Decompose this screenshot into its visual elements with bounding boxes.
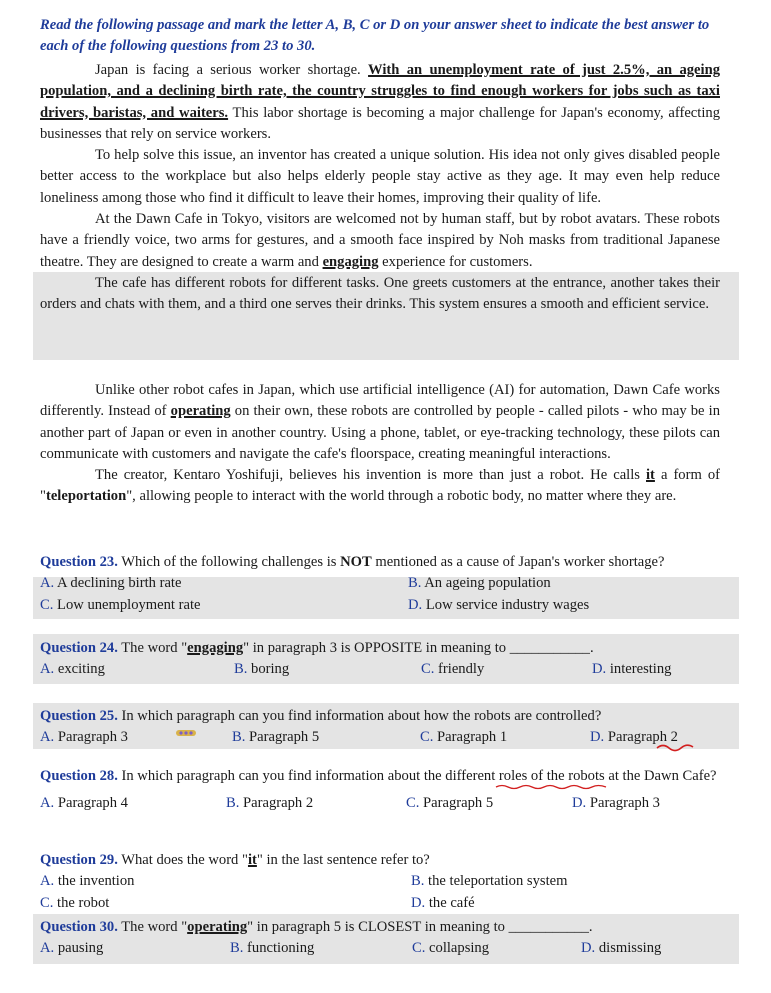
option-d[interactable]: D. Paragraph 3 bbox=[572, 795, 660, 812]
option-a[interactable]: A. the invention bbox=[40, 873, 135, 890]
option-a[interactable]: A. Paragraph 4 bbox=[40, 795, 128, 812]
red-pen-mark bbox=[655, 742, 695, 752]
word-engaging: engaging bbox=[322, 253, 379, 270]
option-c[interactable]: C. friendly bbox=[421, 661, 485, 678]
option-a[interactable]: A. Paragraph 3 bbox=[40, 729, 128, 746]
option-b[interactable]: B. An ageing population bbox=[408, 575, 551, 592]
option-c[interactable]: C. Low unemployment rate bbox=[40, 596, 201, 613]
option-b[interactable]: B. the teleportation system bbox=[411, 873, 568, 890]
question-24: Question 24. The word "engaging" in paragraph 3 is OPPOSITE in meaning to ___________. A. exciting B. boring C. friendly D. interesting bbox=[40, 638, 720, 681]
option-d[interactable]: D. dismissing bbox=[581, 940, 662, 957]
option-a[interactable]: A. A declining birth rate bbox=[40, 575, 182, 592]
option-c[interactable]: C. the robot bbox=[40, 894, 110, 911]
option-b[interactable]: B. Paragraph 2 bbox=[226, 795, 314, 812]
question-23: Question 23. Which of the following challenges is NOT mentioned as a cause of Japan's worker shortage? A. A declining birth rate B. An ageing population C. Low unemployment rate D. Low service industry wages bbox=[40, 552, 720, 616]
question-29: Question 29. What does the word "it" in the last sentence refer to? A. the invention B. the teleportation system C. the robot D. the café bbox=[40, 850, 720, 914]
reading-passage-top bbox=[40, 60, 720, 316]
highlighter-mark-icon bbox=[175, 724, 197, 745]
option-c[interactable]: C. Paragraph 5 bbox=[406, 795, 494, 812]
option-d[interactable]: D. Low service industry wages bbox=[408, 596, 590, 613]
question-28: Question 28. In which paragraph can you find information about the different roles of the robots at the Dawn Cafe? A. Paragraph 4 B. Paragraph 2 C. Paragraph 5 D. Paragraph 3 bbox=[40, 766, 720, 815]
paragraph-5: Unlike other robot cafes in Japan, which use artificial intelligence (AI) for automation, Dawn Cafe works differently. Instead of operating on their own, these robots are controlled by people - called pilots - who may be in another part of Japan or even in another country. Using a phone, tablet, or eye-tracking technology, these pilots can communicate with customers and navigate the cafe's floorspace, creating meaningful interactions. bbox=[40, 382, 720, 462]
reading-passage-bottom bbox=[40, 380, 720, 508]
red-pen-underline bbox=[495, 783, 607, 791]
option-d[interactable]: D. Paragraph 2 bbox=[590, 729, 678, 746]
option-a[interactable]: A. exciting bbox=[40, 661, 105, 678]
underlined-sentence: With an unemployment rate of just 2.5%, an ageing population, and a declining birth rate, the country struggles to find enough workers for jobs such as taxi drivers, baristas, and waiters. bbox=[40, 62, 720, 121]
option-b[interactable]: B. boring bbox=[234, 661, 290, 678]
option-d[interactable]: D. the café bbox=[411, 894, 475, 911]
paragraph-1: Japan is facing a serious worker shortage. With an unemployment rate of just 2.5%, an ageing population, and a declining birth rate, the country struggles to find enough workers for jobs such as taxi drivers, baristas, and waiters. This labor shortage is becoming a major challenge for Japan's economy, affecting businesses that rely on service workers. bbox=[40, 62, 720, 142]
paragraph-6: The creator, Kentaro Yoshifuji, believes his invention is more than just a robot. He calls it a form of "teleportation", allowing people to interact with the world through a robotic body, no matter where they are. bbox=[40, 467, 720, 505]
question-30: Question 30. The word "operating" in paragraph 5 is CLOSEST in meaning to ___________. A. pausing B. functioning C. collapsing D. dismissing bbox=[40, 917, 720, 960]
option-b[interactable]: B. functioning bbox=[230, 940, 315, 957]
instructions: Read the following passage and mark the letter A, B, C or D on your answer sheet to indicate the best answer to each of the following questions from 23 to 30. bbox=[40, 17, 710, 55]
option-b[interactable]: B. Paragraph 5 bbox=[232, 729, 320, 746]
option-c[interactable]: C. collapsing bbox=[412, 940, 490, 957]
word-operating: operating bbox=[170, 403, 231, 420]
option-a[interactable]: A. pausing bbox=[40, 940, 104, 957]
word-it: it bbox=[646, 467, 655, 484]
question-25: Question 25. In which paragraph can you find information about how the robots are controlled? A. Paragraph 3 B. Paragraph 5 C. Paragraph 1 D. Paragraph 2 bbox=[40, 706, 720, 749]
paragraph-3: At the Dawn Cafe in Tokyo, visitors are welcomed not by human staff, but by robot avatars. These robots have a friendly voice, two arms for gestures, and a smooth face inspired by Noh masks from traditional Japanese theatre. They are designed to create a warm and engaging experience for customers. bbox=[40, 211, 720, 270]
option-d[interactable]: D. interesting bbox=[592, 661, 672, 678]
red-underlined-phrase: different roles of bbox=[445, 768, 544, 784]
paragraph-4: The cafe has different robots for different tasks. One greets customers at the entrance, another takes their orders and chats with them, and a third one serves their drinks. This system ensures a smooth and efficient service. bbox=[40, 274, 720, 313]
paragraph-2: To help solve this issue, an inventor has created a unique solution. His idea not only gives disabled people better access to the workplace but also helps elderly people stay active as they age. It may even help reduce loneliness among those who find it difficult to leave their homes, improving their quality of life. bbox=[40, 147, 720, 206]
option-c[interactable]: C. Paragraph 1 bbox=[420, 729, 508, 746]
